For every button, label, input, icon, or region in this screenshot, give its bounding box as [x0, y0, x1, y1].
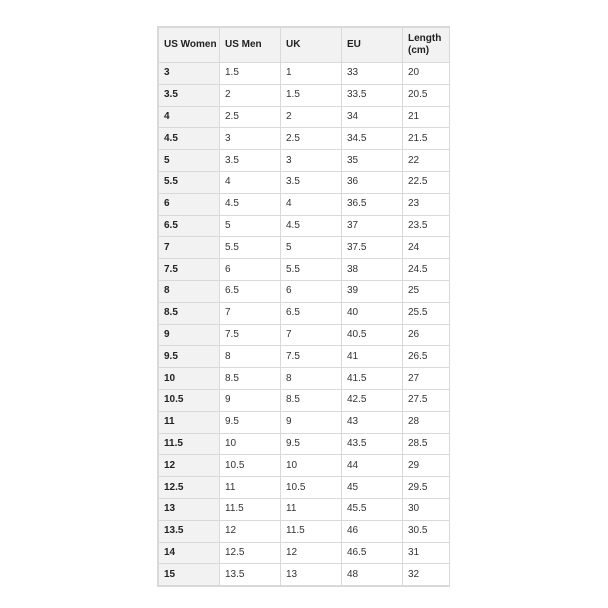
- cell-length-cm: 23.5: [403, 215, 450, 237]
- cell-uk: 4: [281, 193, 342, 215]
- cell-uk: 2.5: [281, 128, 342, 150]
- cell-us-men: 9.5: [220, 411, 281, 433]
- cell-uk: 9.5: [281, 433, 342, 455]
- cell-uk: 2: [281, 106, 342, 128]
- table-row: [159, 84, 450, 106]
- cell-us-women: 14: [159, 542, 220, 564]
- cell-eu: 46.5: [342, 542, 403, 564]
- cell-us-men: 11.5: [220, 498, 281, 520]
- cell-length-cm: 23: [403, 193, 450, 215]
- cell-length-cm: 20.5: [403, 84, 450, 106]
- cell-us-women: 4.5: [159, 128, 220, 150]
- cell-length-cm: 22.5: [403, 171, 450, 193]
- cell-uk: 4.5: [281, 215, 342, 237]
- cell-length-cm: 25: [403, 280, 450, 302]
- table-row: [159, 564, 450, 586]
- cell-length-cm: 25.5: [403, 302, 450, 324]
- table-row: [159, 411, 450, 433]
- table-row: [159, 455, 450, 477]
- cell-eu: 36: [342, 171, 403, 193]
- cell-eu: 43.5: [342, 433, 403, 455]
- cell-uk: 9: [281, 411, 342, 433]
- header-uk: UK: [281, 28, 342, 63]
- cell-length-cm: 21: [403, 106, 450, 128]
- cell-length-cm: 30.5: [403, 520, 450, 542]
- cell-us-women: 3: [159, 63, 220, 85]
- header-eu: EU: [342, 28, 403, 63]
- cell-length-cm: 28: [403, 411, 450, 433]
- cell-us-men: 5.5: [220, 237, 281, 259]
- cell-eu: 33: [342, 63, 403, 85]
- cell-us-women: 10.5: [159, 389, 220, 411]
- cell-eu: 43: [342, 411, 403, 433]
- cell-us-men: 8.5: [220, 368, 281, 390]
- table-row: [159, 302, 450, 324]
- cell-uk: 8.5: [281, 389, 342, 411]
- cell-us-men: 11: [220, 477, 281, 499]
- cell-us-men: 3.5: [220, 150, 281, 172]
- size-chart-header: [159, 28, 450, 63]
- cell-us-men: 1.5: [220, 63, 281, 85]
- table-row: [159, 106, 450, 128]
- header-length-cm: Length (cm): [403, 28, 450, 63]
- size-chart-body: [159, 63, 450, 586]
- cell-eu: 38: [342, 259, 403, 281]
- cell-us-men: 12.5: [220, 542, 281, 564]
- cell-eu: 41: [342, 346, 403, 368]
- table-row: [159, 193, 450, 215]
- cell-length-cm: 26.5: [403, 346, 450, 368]
- cell-us-women: 7.5: [159, 259, 220, 281]
- cell-us-women: 12.5: [159, 477, 220, 499]
- cell-uk: 7: [281, 324, 342, 346]
- cell-us-men: 10: [220, 433, 281, 455]
- table-row: [159, 63, 450, 85]
- cell-uk: 3: [281, 150, 342, 172]
- cell-eu: 41.5: [342, 368, 403, 390]
- cell-length-cm: 29: [403, 455, 450, 477]
- cell-us-women: 3.5: [159, 84, 220, 106]
- cell-uk: 1.5: [281, 84, 342, 106]
- cell-us-men: 2.5: [220, 106, 281, 128]
- cell-eu: 42.5: [342, 389, 403, 411]
- cell-uk: 7.5: [281, 346, 342, 368]
- cell-us-men: 12: [220, 520, 281, 542]
- table-row: [159, 542, 450, 564]
- cell-length-cm: 24.5: [403, 259, 450, 281]
- cell-us-men: 5: [220, 215, 281, 237]
- table-row: [159, 477, 450, 499]
- cell-eu: 36.5: [342, 193, 403, 215]
- cell-uk: 5.5: [281, 259, 342, 281]
- cell-length-cm: 27.5: [403, 389, 450, 411]
- cell-uk: 11: [281, 498, 342, 520]
- cell-eu: 40.5: [342, 324, 403, 346]
- table-row: [159, 128, 450, 150]
- cell-uk: 8: [281, 368, 342, 390]
- cell-length-cm: 32: [403, 564, 450, 586]
- cell-length-cm: 24: [403, 237, 450, 259]
- cell-uk: 1: [281, 63, 342, 85]
- cell-us-women: 10: [159, 368, 220, 390]
- cell-us-men: 8: [220, 346, 281, 368]
- cell-us-women: 9.5: [159, 346, 220, 368]
- cell-length-cm: 21.5: [403, 128, 450, 150]
- cell-us-women: 8: [159, 280, 220, 302]
- cell-uk: 13: [281, 564, 342, 586]
- cell-eu: 46: [342, 520, 403, 542]
- table-row: [159, 520, 450, 542]
- cell-eu: 48: [342, 564, 403, 586]
- size-chart-table: [158, 27, 450, 586]
- cell-uk: 6: [281, 280, 342, 302]
- cell-us-women: 13: [159, 498, 220, 520]
- cell-uk: 12: [281, 542, 342, 564]
- cell-eu: 45.5: [342, 498, 403, 520]
- size-chart-container: [157, 26, 450, 587]
- cell-length-cm: 26: [403, 324, 450, 346]
- cell-eu: 37: [342, 215, 403, 237]
- cell-us-men: 7.5: [220, 324, 281, 346]
- cell-us-women: 6.5: [159, 215, 220, 237]
- table-row: [159, 346, 450, 368]
- cell-length-cm: 22: [403, 150, 450, 172]
- cell-uk: 3.5: [281, 171, 342, 193]
- cell-length-cm: 30: [403, 498, 450, 520]
- cell-length-cm: 20: [403, 63, 450, 85]
- cell-us-women: 11: [159, 411, 220, 433]
- table-row: [159, 237, 450, 259]
- cell-us-men: 9: [220, 389, 281, 411]
- cell-us-women: 7: [159, 237, 220, 259]
- table-row: [159, 259, 450, 281]
- cell-us-men: 6.5: [220, 280, 281, 302]
- table-row: [159, 433, 450, 455]
- cell-us-men: 7: [220, 302, 281, 324]
- cell-eu: 37.5: [342, 237, 403, 259]
- table-row: [159, 389, 450, 411]
- cell-eu: 35: [342, 150, 403, 172]
- cell-us-men: 10.5: [220, 455, 281, 477]
- cell-eu: 34: [342, 106, 403, 128]
- cell-us-men: 4: [220, 171, 281, 193]
- table-row: [159, 150, 450, 172]
- cell-length-cm: 28.5: [403, 433, 450, 455]
- cell-us-women: 12: [159, 455, 220, 477]
- header-row: [159, 28, 450, 63]
- cell-length-cm: 27: [403, 368, 450, 390]
- table-row: [159, 171, 450, 193]
- table-row: [159, 280, 450, 302]
- table-row: [159, 368, 450, 390]
- cell-us-women: 8.5: [159, 302, 220, 324]
- header-us-men: US Men: [220, 28, 281, 63]
- cell-us-women: 6: [159, 193, 220, 215]
- table-row: [159, 324, 450, 346]
- cell-us-men: 13.5: [220, 564, 281, 586]
- cell-eu: 33.5: [342, 84, 403, 106]
- cell-us-men: 6: [220, 259, 281, 281]
- cell-us-women: 15: [159, 564, 220, 586]
- cell-eu: 45: [342, 477, 403, 499]
- cell-uk: 6.5: [281, 302, 342, 324]
- cell-uk: 5: [281, 237, 342, 259]
- cell-us-men: 2: [220, 84, 281, 106]
- cell-us-women: 11.5: [159, 433, 220, 455]
- cell-us-women: 5: [159, 150, 220, 172]
- cell-eu: 34.5: [342, 128, 403, 150]
- cell-us-men: 4.5: [220, 193, 281, 215]
- cell-length-cm: 29.5: [403, 477, 450, 499]
- table-row: [159, 215, 450, 237]
- table-row: [159, 498, 450, 520]
- cell-uk: 10.5: [281, 477, 342, 499]
- cell-eu: 40: [342, 302, 403, 324]
- cell-us-women: 9: [159, 324, 220, 346]
- header-us-women: US Women: [159, 28, 220, 63]
- cell-us-men: 3: [220, 128, 281, 150]
- cell-uk: 11.5: [281, 520, 342, 542]
- cell-us-women: 5.5: [159, 171, 220, 193]
- cell-uk: 10: [281, 455, 342, 477]
- cell-eu: 39: [342, 280, 403, 302]
- cell-eu: 44: [342, 455, 403, 477]
- cell-us-women: 13.5: [159, 520, 220, 542]
- cell-us-women: 4: [159, 106, 220, 128]
- cell-length-cm: 31: [403, 542, 450, 564]
